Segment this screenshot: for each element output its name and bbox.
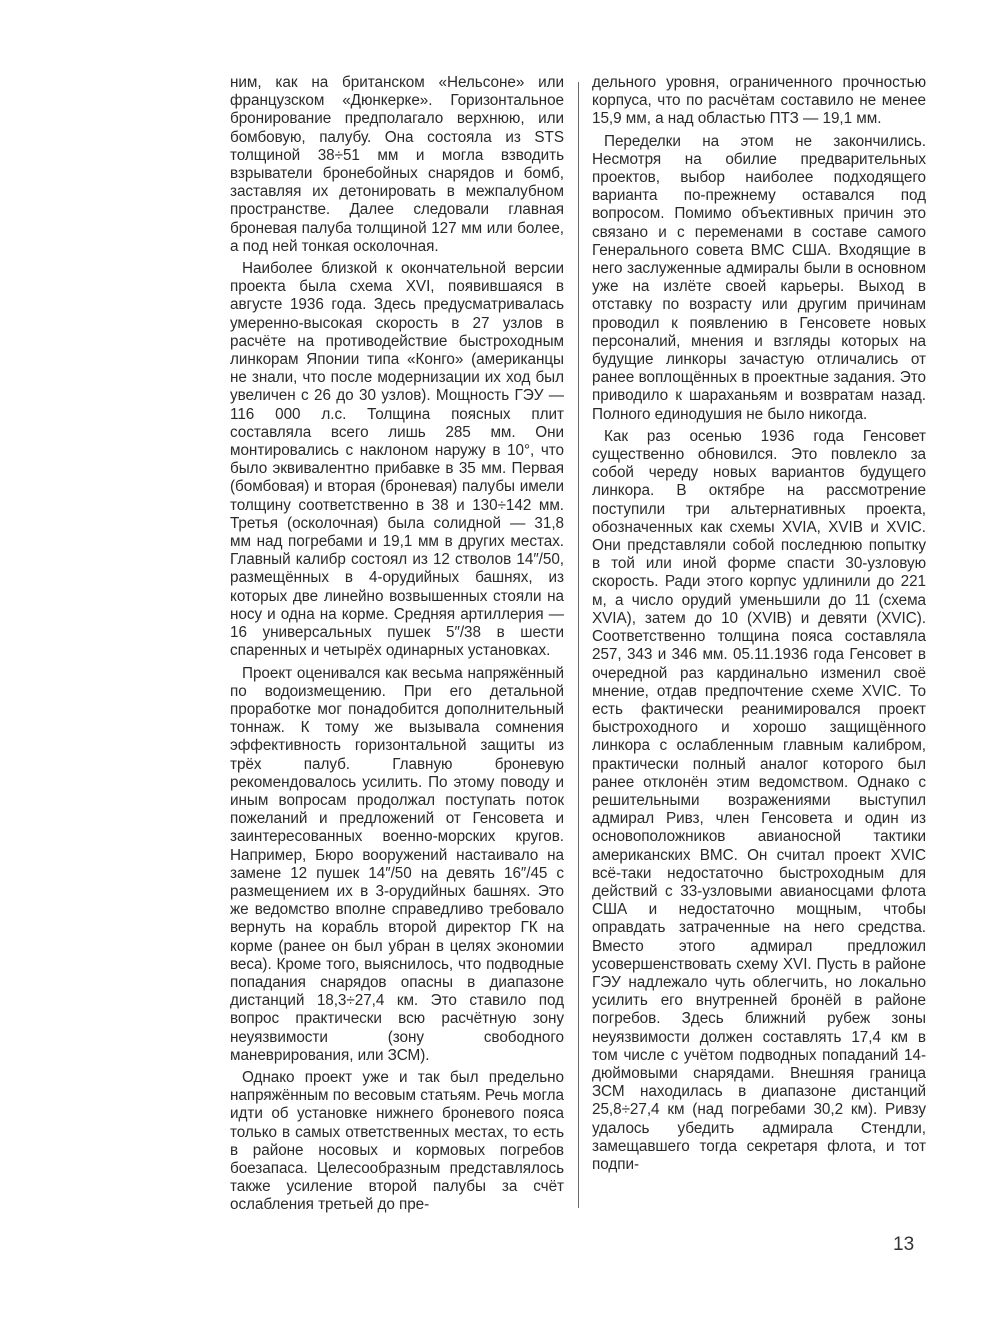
- paragraph: ним, как на британском «Нельсоне» или французском «Дюнкерке». Горизонтальное бронирование предполагало верхнюю, или бомбовую, палубу. Она состояла из STS толщиной 38÷51 мм и могла взводить взрыватели бронебойных снарядов и бомб, заставляя их детонировать в межпалубном пространстве. Далее следовали главная броневая палуба толщиной 127 мм или более, а под ней тонкая осколочная.: [230, 74, 564, 255]
- page-number: 13: [893, 1234, 915, 1255]
- paragraph: Переделки на этом не закончились. Несмотря на обилие предварительных проектов, выбор наиболее подходящего варианта по-прежнему оставался под вопросом. Помимо объективных причин это связано и с переменами в составе самого Генерального совета ВМС США. Входящие в него заслуженные адмиралы были в основном уже на излёте своей карьеры. Выход в отставку по возрасту или другим причинам проводил к появлению в Генсовете новых персоналий, мнения и взгляды которых на будущие линкоры зачастую отличались от ранее воплощённых в проектные задания. Это приводило к шараханьям и возвратам назад. Полного единодушия не было никогда.: [592, 132, 926, 423]
- paragraph: дельного уровня, ограниченного прочностью корпуса, что по расчётам составило не менее 15,9 мм, а над областью ПТЗ — 19,1 мм.: [592, 74, 926, 128]
- paragraph: Как раз осенью 1936 года Генсовет существенно обновился. Это повлекло за собой череду новых вариантов будущего линкора. В октябре на рассмотрение поступили три альтернативных проекта, обозначенных как схемы XVIA, XVIB и XVIC. Они представляли собой последнюю попытку в той или иной форме спасти 30-узловую скорость. Ради этого корпус удлинили до 221 м, а число орудий уменьшили до 11 (схема XVIA), затем до 10 (XVIB) и девяти (XVIC). Соответственно толщина пояса составляла 257, 343 и 346 мм. 05.11.1936 года Генсовет в очередной раз кардинально изменил своё мнение, отдав предпочтение схеме XVIC. То есть фактически реанимировался проект быстроходного и хорошо защищённого линкора с ослабленным главным калибром, практически полный аналог которого был ранее отклонён этим ведомством. Однако с решительными возражениями выступил адмирал Ривз, член Генсовета и один из основоположников авианосной тактики американских ВМС. Он считал проект XVIC всё-таки недостаточно быстроходным для действий с 33-узловыми авианосцами флота США и недостаточно мощным, чтобы оправдать затраченные на него средства. Вместо этого адмирал предложил усовершенствовать схему XVI. Пусть в районе ГЭУ надлежало чуть облегчить, но локально усилить его внутренней бронёй в районе погребов. Здесь ближний рубеж зоны неуязвимости должен составлять 17,4 км в том числе с учётом подводных попаданий 14-дюймовыми снарядами. Внешняя граница ЗСМ находилась в диапазоне дистанций 25,8÷27,4 км (над погребами 30,2 км). Ривзу удалось убедить адмирала Стендли, замещавшего тогда секретаря флота, и тот подпи-: [592, 427, 926, 1173]
- column-divider: [578, 82, 579, 1208]
- paragraph: Наиболее близкой к окончательной версии проекта была схема XVI, появившаяся в августе 1936 года. Здесь предусматривалась умеренно-высокая скорость в 27 узлов в расчёте на противодействие быстроходным линкорам Японии типа «Конго» (американцы не знали, что после модернизации их ход был увеличен с 26 до 30 узлов). Мощность ГЭУ — 116 000 л.с. Толщина поясных плит составляла всего лишь 285 мм. Они монтировались с наклоном наружу в 10°, что было эквивалентно прибавке в 35 мм. Первая (бомбовая) и вторая (броневая) палубы имели толщину соответственно в 38 и 130÷142 мм. Третья (осколочная) была солидной — 31,8 мм над погребами и 19,1 мм в других местах. Главный калибр состоял из 12 стволов 14″/50, размещённых в 4-орудийных башнях, из которых две линейно возвышенных стояли на носу и одна на корме. Средняя артиллерия — 16 универсальных пушек 5″/38 в шести спаренных и четырёх одинарных установках.: [230, 260, 564, 660]
- right-text-column: [592, 74, 926, 1174]
- left-text-column: [230, 74, 564, 1215]
- paragraph: Проект оценивался как весьма напряжённый по водоизмещению. При его детальной проработке мог понадобится дополнительный тоннаж. К тому же вызывала сомнения эффективность горизонтальной защиты из трёх палуб. Главную броневую рекомендовалось усилить. По этому поводу и иным вопросам продолжал поступать поток пожеланий и предложений от Генсовета и заинтересованных военно-морских кругов. Например, Бюро вооружений настаивало на замене 12 пушек 14″/50 на девять 16″/45 с размещением их в 3-орудийных башнях. Это же ведомство вполне справедливо требовало вернуть на корабль второй директор ГК на корме (ранее он был убран в целях экономии веса). Кроме того, выяснилось, что подводные попадания снарядов опасны в диапазоне дистанций 18,3÷27,4 км. Это ставило под вопрос практически всю расчётную зону неуязвимости (зону свободного маневрирования, или ЗСМ).: [230, 664, 564, 1064]
- paragraph: Однако проект уже и так был предельно напряжённым по весовым статьям. Речь могла идти об установке нижнего броневого пояса только в самых ответственных местах, то есть в районе носовых и кормовых погребов боезапаса. Целесообразным представлялось также усиление второй палубы за счёт ослабления третьей до пре-: [230, 1068, 564, 1214]
